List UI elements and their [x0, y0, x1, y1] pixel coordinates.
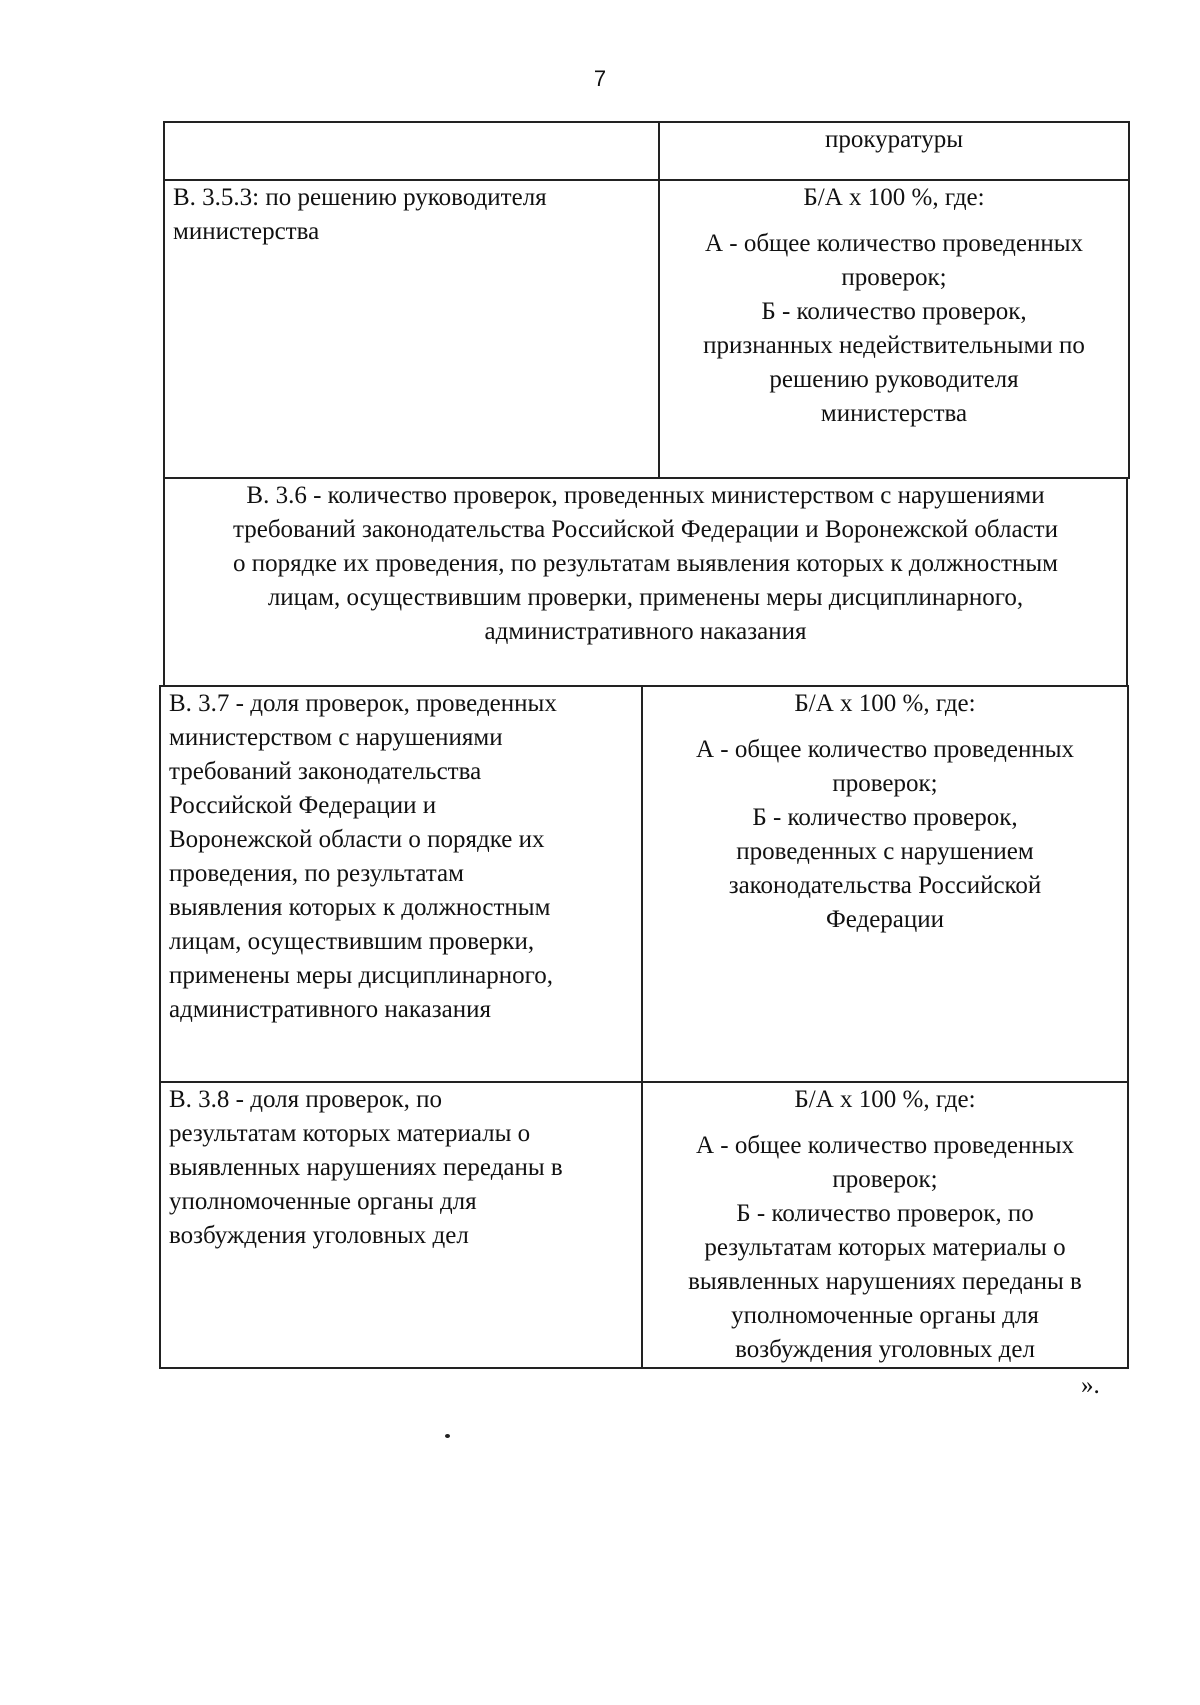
- formula-line: А - общее количество проведенных: [695, 1132, 1075, 1159]
- indicator-name-line: В. 3.7 - доля проверок, проведенных: [169, 690, 557, 717]
- formula-text: Б/А х 100 %, где:: [794, 690, 976, 717]
- indicator-3-6-cell: [164, 478, 1127, 686]
- indicator-3-6-line: о порядке их проведения, по результатам выявления которых к должностным: [233, 550, 1058, 577]
- indicator-3-8-formula-cell: [642, 1082, 1128, 1368]
- indicator-name-line: выявления которых к должностным: [169, 894, 551, 921]
- formula-line: проверок;: [832, 770, 938, 797]
- indicator-3-7-formula-cell: [642, 686, 1128, 1082]
- formula-line: проверок;: [832, 1166, 938, 1193]
- indicator-name-text: В. 3.5.3: по решению руководителя министерства: [173, 184, 547, 245]
- indicator-name-line: уполномоченные органы для: [169, 1188, 477, 1215]
- indicator-name-line: Российской Федерации и: [169, 792, 437, 819]
- page-number: 7: [593, 66, 607, 91]
- formula-line: признанных недействительными по: [703, 332, 1085, 359]
- indicators-table-merged: [163, 477, 1128, 687]
- indicator-3-5-3-formula-cell: [659, 180, 1129, 478]
- formula-line: Б - количество проверок,: [752, 804, 1018, 831]
- table-row: [164, 478, 1127, 686]
- formula-line: Б - количество проверок,: [761, 298, 1027, 325]
- closing-quote-mark: ».: [1081, 1372, 1100, 1399]
- indicator-3-7-name: [160, 686, 642, 1082]
- formula-line: проверок;: [841, 264, 947, 291]
- table-row: [164, 122, 1129, 180]
- indicator-3-6-line: В. 3.6 - количество проверок, проведенных министерством с нарушениями: [246, 482, 1045, 509]
- formula-line: уполномоченные органы для: [731, 1302, 1039, 1329]
- prosecution-text: прокуратуры: [824, 126, 963, 153]
- indicator-3-5-3-name: [164, 180, 659, 478]
- indicators-table-3-7: [159, 685, 1129, 1083]
- indicators-table-top: [163, 121, 1130, 479]
- indicator-name-line: лицам, осуществившим проверки,: [169, 928, 535, 955]
- formula-line: результатам которых материалы о: [704, 1234, 1066, 1261]
- formula-line: А - общее количество проведенных: [695, 736, 1075, 763]
- table-row: [160, 686, 1128, 1082]
- formula-line: Б - количество проверок, по: [736, 1200, 1034, 1227]
- formula-line: А - общее количество проведенных: [704, 230, 1084, 257]
- formula-text: Б/А х 100 %, где:: [794, 1086, 976, 1113]
- indicator-name-line: проведения, по результатам: [169, 860, 464, 887]
- indicator-name-line: министерством с нарушениями: [169, 724, 503, 751]
- table-row: [164, 180, 1129, 478]
- indicator-name-line: требований законодательства: [169, 758, 482, 785]
- indicator-name-line: результатам которых материалы о: [169, 1120, 531, 1147]
- formula-line: законодательства Российской: [728, 872, 1042, 899]
- formula-line: министерства: [820, 400, 968, 427]
- formula-line: Федерации: [825, 906, 945, 933]
- indicator-name-line: возбуждения уголовных дел: [169, 1222, 469, 1249]
- scan-speck: [445, 1434, 450, 1438]
- indicator-name-line: применены меры дисциплинарного,: [169, 962, 553, 989]
- formula-text: Б/А х 100 %, где:: [803, 184, 985, 211]
- formula-line: решению руководителя: [769, 366, 1019, 393]
- indicator-3-6-line: лицам, осуществившим проверки, применены меры дисциплинарного,: [267, 584, 1024, 611]
- table-row: [160, 1082, 1128, 1368]
- indicator-3-6-line: требований законодательства Российской Федерации и Воронежской области: [233, 516, 1058, 543]
- row-0-left-cell: [164, 122, 659, 180]
- indicator-3-6-line: административного наказания: [484, 618, 807, 645]
- indicator-name-line: Воронежской области о порядке их: [169, 826, 545, 853]
- formula-line: возбуждения уголовных дел: [735, 1336, 1035, 1363]
- indicators-table-3-8: [159, 1081, 1129, 1369]
- row-0-right-cell: [659, 122, 1129, 180]
- formula-line: проведенных с нарушением: [736, 838, 1034, 865]
- indicator-name-line: административного наказания: [169, 996, 491, 1023]
- formula-line: выявленных нарушениях переданы в: [688, 1268, 1082, 1295]
- indicator-name-line: В. 3.8 - доля проверок, по: [169, 1086, 443, 1113]
- indicator-name-line: выявленных нарушениях переданы в: [169, 1154, 563, 1181]
- indicator-3-8-name: [160, 1082, 642, 1368]
